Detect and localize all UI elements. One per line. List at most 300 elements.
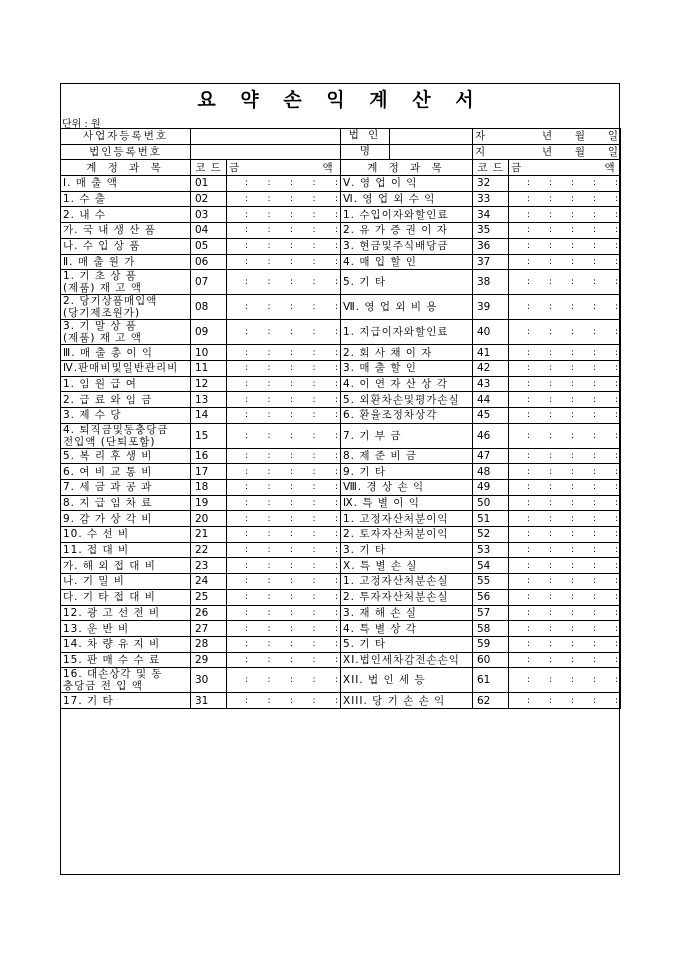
right-amount-field[interactable]	[509, 407, 621, 423]
amount-separators: : : : : :	[527, 513, 618, 524]
statement-row	[61, 238, 621, 254]
right-account-name: 5. 외환차손및평가손실	[341, 392, 473, 408]
right-account-name: 1. 고정자산처분이익	[341, 511, 473, 527]
left-amount-field[interactable]	[227, 320, 341, 345]
amount-separators: : : : : :	[245, 241, 338, 252]
amount-separators: : : : : :	[245, 592, 338, 603]
left-amount-field[interactable]	[227, 574, 341, 590]
right-account-name: 2. 투자자산처분손실	[341, 589, 473, 605]
amount-separators: : : : : :	[245, 482, 338, 493]
period-to[interactable]	[473, 144, 621, 160]
statement-row	[61, 605, 621, 621]
header-code-left: 코 드	[191, 160, 227, 176]
right-account-code: 48	[473, 464, 509, 480]
from-year: 년	[541, 130, 553, 143]
left-account-code: 23	[191, 558, 227, 574]
left-account-name: 1. 기 초 상 품 (제품) 재 고 액	[61, 270, 191, 295]
right-account-name: 3. 기 타	[341, 542, 473, 558]
left-amount-field[interactable]	[227, 636, 341, 652]
amount-separators: : : : : :	[527, 277, 618, 288]
statement-row	[61, 320, 621, 345]
right-amount-field[interactable]	[509, 480, 621, 496]
left-amount-field[interactable]	[227, 448, 341, 464]
left-amount-field[interactable]	[227, 558, 341, 574]
statement-row	[61, 480, 621, 496]
right-account-name: 5. 기 타	[341, 636, 473, 652]
right-account-code: 42	[473, 360, 509, 376]
amount-separators: : : : : :	[527, 347, 618, 358]
right-amount-field[interactable]	[509, 542, 621, 558]
from-day: 일	[607, 130, 618, 143]
right-account-code: 61	[473, 668, 509, 693]
left-amount-field[interactable]	[227, 238, 341, 254]
right-amount-field[interactable]	[509, 345, 621, 361]
amount-separators: : : : : :	[527, 209, 618, 220]
right-amount-field[interactable]	[509, 295, 621, 320]
left-amount-field[interactable]	[227, 223, 341, 239]
amount-separators: : : : : :	[245, 327, 338, 338]
left-account-code: 21	[191, 527, 227, 543]
left-amount-field[interactable]	[227, 191, 341, 207]
left-account-code: 19	[191, 495, 227, 511]
statement-row	[61, 652, 621, 668]
left-amount-field[interactable]	[227, 270, 341, 295]
to-day: 일	[607, 146, 618, 159]
amount-separators: : : : : :	[245, 675, 338, 686]
right-amount-field[interactable]	[509, 511, 621, 527]
left-account-name: 나. 수 입 상 품	[61, 238, 191, 254]
amount-separators: : : : : :	[527, 194, 618, 205]
left-account-name: 12. 광 고 선 전 비	[61, 605, 191, 621]
amount-separators: : : : : :	[527, 592, 618, 603]
title-row	[61, 84, 619, 110]
right-amount-field[interactable]	[509, 238, 621, 254]
left-account-name: 14. 차 량 유 지 비	[61, 636, 191, 652]
amount-separators: : : : : :	[527, 560, 618, 571]
left-account-code: 02	[191, 191, 227, 207]
to-month: 월	[574, 146, 586, 159]
right-account-code: 39	[473, 295, 509, 320]
right-amount-field[interactable]	[509, 270, 621, 295]
left-amount-field[interactable]	[227, 176, 341, 192]
right-account-code: 55	[473, 574, 509, 590]
left-account-code: 11	[191, 360, 227, 376]
right-amount-field[interactable]	[509, 360, 621, 376]
right-account-code: 43	[473, 376, 509, 392]
amount-separators: : : : : :	[245, 560, 338, 571]
left-amount-field[interactable]	[227, 376, 341, 392]
income-statement-form	[60, 83, 655, 875]
right-account-name: Ⅸ. 특 별 이 익	[341, 495, 473, 511]
to-year: 년	[541, 146, 553, 159]
right-amount-field[interactable]	[509, 652, 621, 668]
left-account-code: 12	[191, 376, 227, 392]
amount-separators: : : : : :	[527, 654, 618, 665]
right-account-name: 8. 제 준 비 금	[341, 448, 473, 464]
amount-separators: : : : : :	[527, 482, 618, 493]
statement-row	[61, 621, 621, 637]
left-amount-field[interactable]	[227, 254, 341, 270]
page-title: 요 약 손 익 계 산 서	[197, 89, 483, 111]
left-account-code: 10	[191, 345, 227, 361]
right-account-code: 58	[473, 621, 509, 637]
left-account-name: 15. 판 매 수 수 료	[61, 652, 191, 668]
left-account-code: 22	[191, 542, 227, 558]
amount-separators: : : : : :	[527, 394, 618, 405]
left-account-code: 31	[191, 693, 227, 709]
right-account-name: 5. 기 타	[341, 270, 473, 295]
right-account-name: 2. 회 사 채 이 자	[341, 345, 473, 361]
right-account-code: 38	[473, 270, 509, 295]
right-account-code: 54	[473, 558, 509, 574]
right-account-code: 45	[473, 407, 509, 423]
left-account-code: 09	[191, 320, 227, 345]
right-account-code: 46	[473, 423, 509, 448]
left-account-name: 가. 국 내 생 산 품	[61, 223, 191, 239]
right-account-name: XI.법인세차감전손손익	[341, 652, 473, 668]
amount-separators: : : : : :	[245, 513, 338, 524]
left-account-name: 2. 당기상품매입액 (당기제조원가)	[61, 295, 191, 320]
statement-row	[61, 448, 621, 464]
right-amount-field[interactable]	[509, 527, 621, 543]
left-account-code: 17	[191, 464, 227, 480]
amount-separators: : : : : :	[245, 410, 338, 421]
left-amount-field[interactable]	[227, 295, 341, 320]
right-account-name: Ⅷ. 경 상 손 익	[341, 480, 473, 496]
right-amount-field[interactable]	[509, 191, 621, 207]
statement-row	[61, 668, 621, 693]
right-account-code: 40	[473, 320, 509, 345]
left-amount-field[interactable]	[227, 668, 341, 693]
right-account-code: 33	[473, 191, 509, 207]
amount-separators: : : : : :	[527, 450, 618, 461]
left-account-name: 가. 해 외 접 대 비	[61, 558, 191, 574]
right-account-name: XII. 법 인 세 등	[341, 668, 473, 693]
left-amount-field[interactable]	[227, 423, 341, 448]
amount-separators: : : : : :	[527, 607, 618, 618]
amount-separators: : : : : :	[245, 378, 338, 389]
statement-row	[61, 207, 621, 223]
left-amount-field[interactable]	[227, 605, 341, 621]
right-amount-field[interactable]	[509, 464, 621, 480]
statement-row	[61, 345, 621, 361]
left-account-name: 3. 기 말 상 품 (제품) 재 고 액	[61, 320, 191, 345]
amount-separators: : : : : :	[527, 363, 618, 374]
left-account-code: 20	[191, 511, 227, 527]
statement-row	[61, 558, 621, 574]
left-account-name: Ⅱ. 매 출 원 가	[61, 254, 191, 270]
amount-separators: : : : : :	[527, 327, 618, 338]
right-account-code: 49	[473, 480, 509, 496]
right-amount-field[interactable]	[509, 574, 621, 590]
amount-separators: : : : : :	[245, 498, 338, 509]
left-amount-field[interactable]	[227, 621, 341, 637]
right-account-code: 56	[473, 589, 509, 605]
amount-separators: : : : : :	[245, 302, 338, 313]
left-amount-field[interactable]	[227, 527, 341, 543]
amount-separators: : : : : :	[245, 623, 338, 634]
statement-table	[60, 128, 655, 709]
statement-row	[61, 464, 621, 480]
left-amount-field[interactable]	[227, 652, 341, 668]
left-account-code: 15	[191, 423, 227, 448]
right-account-name: 2. 유 가 증 권 이 자	[341, 223, 473, 239]
right-account-name: 3. 재 해 손 실	[341, 605, 473, 621]
amount-separators: : : : : :	[527, 529, 618, 540]
amount-separators: : : : : :	[527, 256, 618, 267]
amount-separators: : : : : :	[527, 302, 618, 313]
statement-row	[61, 270, 621, 295]
amount-separators: : : : : :	[527, 466, 618, 477]
left-account-name: 5. 복 리 후 생 비	[61, 448, 191, 464]
statement-row	[61, 407, 621, 423]
amount-separators: : : : : :	[527, 178, 618, 189]
corpno-field[interactable]	[191, 144, 341, 160]
column-header-row	[61, 160, 621, 176]
amount-separators: : : : : :	[245, 654, 338, 665]
right-account-code: 37	[473, 254, 509, 270]
amount-separators: : : : : :	[527, 623, 618, 634]
statement-row	[61, 376, 621, 392]
corpname-cell-2	[341, 144, 473, 160]
amount-separators: : : : : :	[527, 378, 618, 389]
corpname-field-bottom[interactable]	[390, 145, 472, 160]
left-account-code: 04	[191, 223, 227, 239]
right-account-name: 4. 특 별 상 각	[341, 621, 473, 637]
right-amount-field[interactable]	[509, 223, 621, 239]
corpname-field-top[interactable]	[390, 129, 472, 144]
left-account-name: 1. 수 출	[61, 191, 191, 207]
left-account-code: 26	[191, 605, 227, 621]
right-amount-field[interactable]	[509, 558, 621, 574]
left-amount-field[interactable]	[227, 693, 341, 709]
info-row-2	[61, 144, 621, 160]
right-amount-field[interactable]	[509, 207, 621, 223]
right-account-name: 4. 이 연 자 산 상 각	[341, 376, 473, 392]
left-account-name: Ⅳ.판매비및일반관리비	[61, 360, 191, 376]
bizno-label: 사업자등록번호	[61, 129, 191, 145]
amount-separators: : : : : :	[245, 529, 338, 540]
left-account-code: 25	[191, 589, 227, 605]
right-account-name: 4. 매 입 할 인	[341, 254, 473, 270]
right-account-code: 44	[473, 392, 509, 408]
right-account-name: 6. 환율조정차상각	[341, 407, 473, 423]
statement-row	[61, 574, 621, 590]
right-amount-field[interactable]	[509, 320, 621, 345]
right-amount-field[interactable]	[509, 668, 621, 693]
amount-separators: : : : : :	[527, 639, 618, 650]
header-account-left: 계 정 과 목	[61, 160, 191, 176]
statement-row	[61, 511, 621, 527]
amount-separators: : : : : :	[245, 450, 338, 461]
left-account-name: 10. 수 선 비	[61, 527, 191, 543]
left-account-code: 24	[191, 574, 227, 590]
right-amount-field[interactable]	[509, 589, 621, 605]
right-amount-field[interactable]	[509, 621, 621, 637]
right-account-code: 51	[473, 511, 509, 527]
amount-separators: : : : : :	[527, 430, 618, 441]
left-account-name: 17. 기 타	[61, 693, 191, 709]
right-amount-field[interactable]	[509, 495, 621, 511]
left-account-code: 05	[191, 238, 227, 254]
left-amount-field[interactable]	[227, 589, 341, 605]
left-account-code: 08	[191, 295, 227, 320]
amount-separators: : : : : :	[245, 430, 338, 441]
amount-separators: : : : : :	[245, 225, 338, 236]
left-account-name: 7. 세 금 과 공 과	[61, 480, 191, 496]
left-account-name: 13. 운 반 비	[61, 621, 191, 637]
left-amount-field[interactable]	[227, 511, 341, 527]
right-account-code: 47	[473, 448, 509, 464]
left-account-name: 8. 지 급 임 차 료	[61, 495, 191, 511]
left-amount-field[interactable]	[227, 345, 341, 361]
right-amount-field[interactable]	[509, 423, 621, 448]
statement-row	[61, 423, 621, 448]
left-account-name: 16. 대손상각 및 동 충당금 전 입 액	[61, 668, 191, 693]
right-amount-field[interactable]	[509, 392, 621, 408]
left-account-name: 나. 기 밀 비	[61, 574, 191, 590]
corpname-cell	[341, 129, 473, 145]
left-account-code: 18	[191, 480, 227, 496]
amount-separators: : : : : :	[245, 545, 338, 556]
left-amount-field[interactable]	[227, 392, 341, 408]
left-amount-field[interactable]	[227, 480, 341, 496]
header-amount-left: 금 액	[227, 160, 341, 176]
right-amount-field[interactable]	[509, 376, 621, 392]
amount-separators: : : : : :	[527, 545, 618, 556]
left-account-name: 6. 여 비 교 통 비	[61, 464, 191, 480]
right-amount-field[interactable]	[509, 176, 621, 192]
left-amount-field[interactable]	[227, 542, 341, 558]
right-account-name: Ⅵ. 영 업 외 수 익	[341, 191, 473, 207]
right-account-name: 2. 토자자산처분이익	[341, 527, 473, 543]
statement-row	[61, 636, 621, 652]
amount-separators: : : : : :	[245, 178, 338, 189]
amount-separators: : : : : :	[245, 256, 338, 267]
amount-separators: : : : : :	[245, 209, 338, 220]
right-amount-field[interactable]	[509, 448, 621, 464]
left-account-code: 03	[191, 207, 227, 223]
right-account-name: 3. 매 출 할 인	[341, 360, 473, 376]
right-account-code: 57	[473, 605, 509, 621]
header-amount-right: 금 액	[509, 160, 621, 176]
unit-label: 단위 : 원	[62, 119, 101, 130]
left-amount-field[interactable]	[227, 407, 341, 423]
right-amount-field[interactable]	[509, 254, 621, 270]
amount-separators: : : : : :	[245, 639, 338, 650]
left-account-name: 2. 내 수	[61, 207, 191, 223]
amount-separators: : : : : :	[527, 576, 618, 587]
statement-row	[61, 527, 621, 543]
left-account-code: 30	[191, 668, 227, 693]
left-account-code: 28	[191, 636, 227, 652]
statement-row	[61, 589, 621, 605]
amount-separators: : : : : :	[245, 466, 338, 477]
left-account-code: 16	[191, 448, 227, 464]
right-account-code: 52	[473, 527, 509, 543]
corpname-label-bottom: 명	[341, 145, 390, 160]
left-amount-field[interactable]	[227, 360, 341, 376]
amount-separators: : : : : :	[527, 241, 618, 252]
right-account-name: 3. 현금및주식배당금	[341, 238, 473, 254]
amount-separators: : : : : :	[527, 410, 618, 421]
right-account-name: 9. 기 타	[341, 464, 473, 480]
left-account-name: 3. 제 수 당	[61, 407, 191, 423]
to-label: 지	[475, 146, 486, 159]
right-account-code: 60	[473, 652, 509, 668]
left-account-code: 27	[191, 621, 227, 637]
header-account-right: 계 정 과 목	[341, 160, 473, 176]
right-account-code: 59	[473, 636, 509, 652]
left-account-code: 06	[191, 254, 227, 270]
statement-row	[61, 223, 621, 239]
right-amount-field[interactable]	[509, 693, 621, 709]
left-account-name: Ⅰ. 매 출 액	[61, 176, 191, 192]
right-account-name: 1. 고정자산처분손실	[341, 574, 473, 590]
right-account-code: 36	[473, 238, 509, 254]
left-account-name: 다. 기 타 접 대 비	[61, 589, 191, 605]
left-account-code: 14	[191, 407, 227, 423]
period-from[interactable]	[473, 129, 621, 145]
left-account-name: 9. 감 가 상 각 비	[61, 511, 191, 527]
header-code-right: 코 드	[473, 160, 509, 176]
statement-row	[61, 542, 621, 558]
left-account-code: 13	[191, 392, 227, 408]
amount-separators: : : : : :	[245, 347, 338, 358]
corpname-label-top: 법 인	[341, 129, 390, 144]
left-account-code: 01	[191, 176, 227, 192]
left-amount-field[interactable]	[227, 464, 341, 480]
amount-separators: : : : : :	[527, 225, 618, 236]
left-account-code: 29	[191, 652, 227, 668]
left-account-name: 4. 퇴직금및동충당금 전입액 (단퇴포함)	[61, 423, 191, 448]
from-label: 자	[475, 130, 486, 143]
from-month: 월	[574, 130, 586, 143]
amount-separators: : : : : :	[245, 277, 338, 288]
info-row-1	[61, 129, 621, 145]
right-account-name: 1. 지급이자와할인료	[341, 320, 473, 345]
left-amount-field[interactable]	[227, 207, 341, 223]
left-amount-field[interactable]	[227, 495, 341, 511]
bizno-field[interactable]	[191, 129, 341, 145]
right-account-code: 50	[473, 495, 509, 511]
amount-separators: : : : : :	[245, 194, 338, 205]
left-account-name: 2. 급 료 와 임 금	[61, 392, 191, 408]
amount-separators: : : : : :	[245, 607, 338, 618]
right-account-code: 62	[473, 693, 509, 709]
statement-row	[61, 495, 621, 511]
right-account-code: 41	[473, 345, 509, 361]
statement-row	[61, 254, 621, 270]
left-account-name: Ⅲ. 매 출 총 이 익	[61, 345, 191, 361]
right-account-code: 32	[473, 176, 509, 192]
amount-separators: : : : : :	[527, 675, 618, 686]
statement-row	[61, 360, 621, 376]
right-amount-field[interactable]	[509, 605, 621, 621]
right-amount-field[interactable]	[509, 636, 621, 652]
right-account-code: 34	[473, 207, 509, 223]
right-account-code: 53	[473, 542, 509, 558]
amount-separators: : : : : :	[245, 394, 338, 405]
statement-row	[61, 176, 621, 192]
right-account-code: 35	[473, 223, 509, 239]
corpno-label: 법인등록번호	[61, 144, 191, 160]
amount-separators: : : : : :	[245, 695, 338, 706]
statement-row	[61, 295, 621, 320]
right-account-name: Ⅴ. 영 업 이 익	[341, 176, 473, 192]
right-account-name: 7. 기 부 금	[341, 423, 473, 448]
amount-separators: : : : : :	[527, 695, 618, 706]
